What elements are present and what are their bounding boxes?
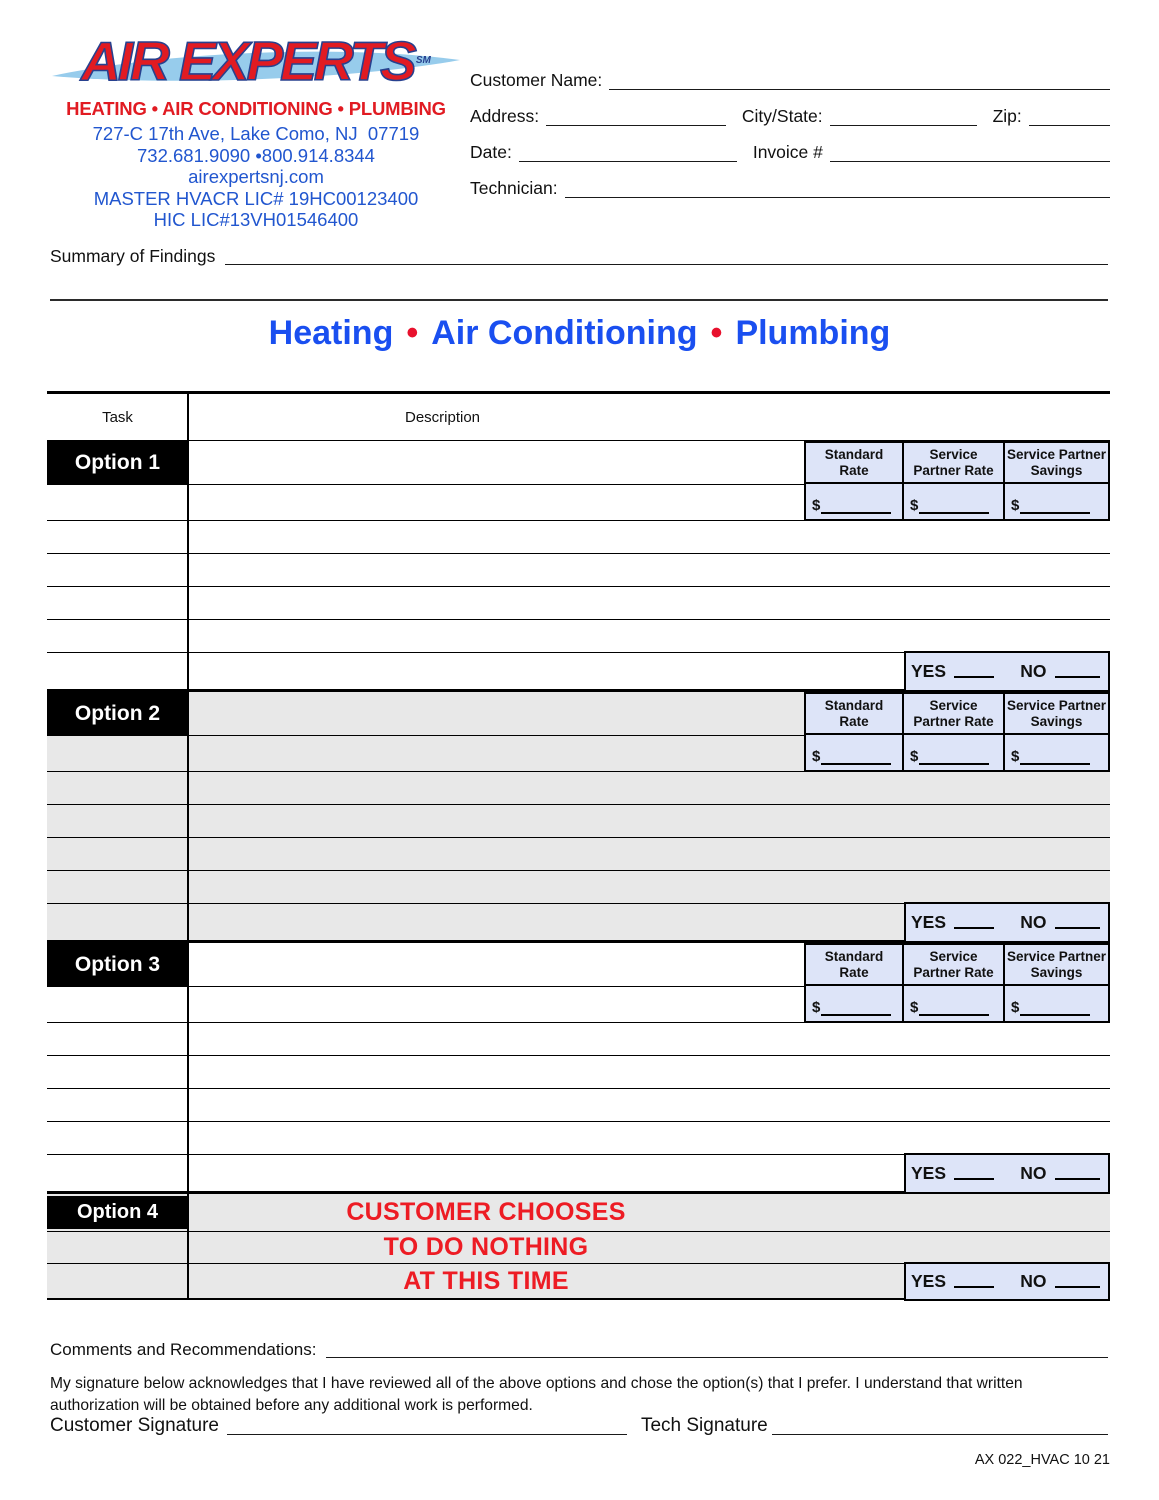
company-logo-block xyxy=(52,30,460,231)
options-table xyxy=(47,391,1110,1300)
date-label: Date: xyxy=(470,142,512,162)
option-1-blank-row[interactable] xyxy=(47,587,1110,620)
comments-label: Comments and Recommendations: xyxy=(50,1340,317,1359)
option-2-blank-row[interactable] xyxy=(47,805,1110,838)
option-4-row-2 xyxy=(47,1232,1110,1264)
customer-signature-field[interactable] xyxy=(227,1421,627,1435)
option-1-blank-row[interactable] xyxy=(47,554,1110,587)
address-label: Address: xyxy=(470,106,540,126)
standard-rate-header: Standard Rate xyxy=(806,443,902,484)
company-contact-info xyxy=(52,123,460,231)
zip-field[interactable] xyxy=(1029,112,1110,126)
company-website: airexpertsnj.com xyxy=(188,166,324,187)
option-3-no-field[interactable] xyxy=(1055,1167,1100,1180)
city-state-field[interactable] xyxy=(830,112,977,126)
service-partner-savings-header: Service Partner Savings xyxy=(1003,694,1108,735)
company-address: 727-C 17th Ave, Lake Como, NJ 07719 xyxy=(92,123,420,144)
date-invoice-row xyxy=(470,128,1110,164)
option-1-section xyxy=(47,441,1110,692)
option-1-partner-rate-field[interactable]: $ xyxy=(902,484,1003,519)
divider-rule xyxy=(50,299,1108,301)
option-1-yes-field[interactable] xyxy=(954,665,994,678)
standard-rate-header: Standard Rate xyxy=(806,694,902,735)
no-label: NO xyxy=(1020,661,1047,681)
no-label: NO xyxy=(1020,1163,1047,1183)
customer-name-label: Customer Name: xyxy=(470,70,603,90)
option-2-no-field[interactable] xyxy=(1055,916,1100,929)
option-2-section xyxy=(47,692,1110,943)
tech-signature-label: Tech Signature xyxy=(640,1415,768,1436)
option-3-standard-rate-field[interactable]: $ xyxy=(806,986,902,1021)
option-2-savings-field[interactable]: $ xyxy=(1003,735,1108,770)
service-partner-rate-header: Service Partner Rate xyxy=(902,443,1003,484)
option-1-blank-row[interactable] xyxy=(47,521,1110,554)
company-license-hic: HIC LIC#13VH01546400 xyxy=(153,209,359,230)
no-label: NO xyxy=(1020,912,1047,932)
option-2-blank-row[interactable] xyxy=(47,838,1110,871)
bullet-icon: • xyxy=(406,314,419,352)
yes-label: YES xyxy=(911,912,947,932)
option-3-blank-row[interactable] xyxy=(47,1023,1110,1056)
option-2-blank-row[interactable] xyxy=(47,772,1110,805)
option-1-yes-no-row xyxy=(47,653,1110,689)
option-2-label: Option 2 xyxy=(47,692,188,735)
do-nothing-message-line-1: CUSTOMER CHOOSES xyxy=(346,1198,626,1226)
date-field[interactable] xyxy=(519,148,737,162)
bullet-icon: • xyxy=(710,314,723,352)
address-field[interactable] xyxy=(546,112,726,126)
option-2-rate-block xyxy=(804,692,1110,772)
summary-field[interactable] xyxy=(225,251,1108,265)
option-1-standard-rate-field[interactable]: $ xyxy=(806,484,902,519)
option-4-row-1 xyxy=(47,1194,1110,1232)
company-phones: 732.681.9090 •800.914.8344 xyxy=(137,144,375,166)
technician-field[interactable] xyxy=(565,184,1110,198)
no-label: NO xyxy=(1020,1271,1047,1291)
table-header-row xyxy=(47,394,1110,441)
option-3-blank-row[interactable] xyxy=(47,1056,1110,1089)
option-2-yes-no-box xyxy=(904,902,1110,943)
yes-label: YES xyxy=(911,661,947,681)
service-partner-rate-header: Service Partner Rate xyxy=(902,945,1003,986)
option-3-label: Option 3 xyxy=(47,943,188,986)
service-partner-savings-header: Service Partner Savings xyxy=(1003,945,1108,986)
task-column-header: Task xyxy=(102,408,133,426)
customer-info-fields xyxy=(470,56,1110,200)
option-2-blank-row[interactable] xyxy=(47,871,1110,904)
company-license-hvacr: MASTER HVACR LIC# 19HC00123400 xyxy=(93,187,419,209)
summary-label: Summary of Findings xyxy=(50,246,216,266)
option-1-yes-no-box xyxy=(904,651,1110,692)
description-column-header: Description xyxy=(405,408,481,426)
option-3-savings-field[interactable]: $ xyxy=(1003,986,1108,1021)
invoice-label: Invoice # xyxy=(752,142,823,162)
customer-name-field[interactable] xyxy=(609,76,1110,90)
option-4-yes-no-box xyxy=(904,1262,1110,1301)
standard-rate-header: Standard Rate xyxy=(806,945,902,986)
invoice-field[interactable] xyxy=(830,148,1110,162)
option-3-rate-block xyxy=(804,943,1110,1023)
city-state-label: City/State: xyxy=(741,106,823,126)
company-logo xyxy=(52,30,460,96)
tech-signature-field[interactable] xyxy=(772,1421,1108,1435)
option-2-partner-rate-field[interactable]: $ xyxy=(902,735,1003,770)
option-1-label: Option 1 xyxy=(47,441,188,484)
option-3-yes-no-row xyxy=(47,1155,1110,1191)
technician-label: Technician: xyxy=(470,178,558,198)
option-3-partner-rate-field[interactable]: $ xyxy=(902,986,1003,1021)
zip-label: Zip: xyxy=(992,106,1022,126)
customer-name-row xyxy=(470,56,1110,92)
service-partner-rate-header: Service Partner Rate xyxy=(902,694,1003,735)
task-column-divider xyxy=(187,394,189,1300)
option-3-section xyxy=(47,943,1110,1194)
address-row xyxy=(470,92,1110,128)
service-mark: SM xyxy=(415,55,431,66)
company-name: AIR EXPERTS ℠ xyxy=(81,30,431,92)
option-3-yes-field[interactable] xyxy=(954,1167,994,1180)
summary-of-findings-row xyxy=(50,246,1108,267)
option-2-yes-field[interactable] xyxy=(954,916,994,929)
option-3-blank-row[interactable] xyxy=(47,1089,1110,1122)
option-4-no-field[interactable] xyxy=(1055,1275,1100,1288)
option-4-row-3 xyxy=(47,1264,1110,1298)
option-3-yes-no-box xyxy=(904,1153,1110,1194)
yes-label: YES xyxy=(911,1163,947,1183)
option-2-standard-rate-field[interactable]: $ xyxy=(806,735,902,770)
technician-row xyxy=(470,164,1110,200)
option-4-label: Option 4 xyxy=(47,1196,188,1229)
yes-label: YES xyxy=(911,1271,947,1291)
company-tagline: HEATING • AIR CONDITIONING • PLUMBING xyxy=(66,98,446,119)
option-4-section xyxy=(47,1194,1110,1300)
option-1-blank-row[interactable] xyxy=(47,620,1110,653)
option-4-yes-field[interactable] xyxy=(954,1275,994,1288)
option-2-yes-no-row xyxy=(47,904,1110,940)
customer-signature-label: Customer Signature xyxy=(50,1415,219,1436)
comments-field[interactable] xyxy=(326,1344,1108,1358)
do-nothing-message-line-2: TO DO NOTHING xyxy=(383,1233,589,1261)
signature-acknowledgment-text: My signature below acknowledges that I have reviewed all of the above options and chose the option(s) that I prefer. I understand that written authorization will be obtained before any additional work is performed. xyxy=(50,1375,1023,1414)
option-1-rate-block xyxy=(804,441,1110,521)
service-partner-savings-header: Service Partner Savings xyxy=(1003,443,1108,484)
signature-row xyxy=(50,1415,1108,1437)
option-1-savings-field[interactable]: $ xyxy=(1003,484,1108,519)
option-3-blank-row[interactable] xyxy=(47,1122,1110,1155)
page-title: Heating • Air Conditioning • Plumbing xyxy=(268,314,891,352)
do-nothing-message-line-3: AT THIS TIME xyxy=(403,1266,569,1295)
form-code: AX 022_HVAC 10 21 xyxy=(974,1452,1110,1468)
comments-row xyxy=(50,1340,1108,1360)
option-1-no-field[interactable] xyxy=(1055,665,1100,678)
